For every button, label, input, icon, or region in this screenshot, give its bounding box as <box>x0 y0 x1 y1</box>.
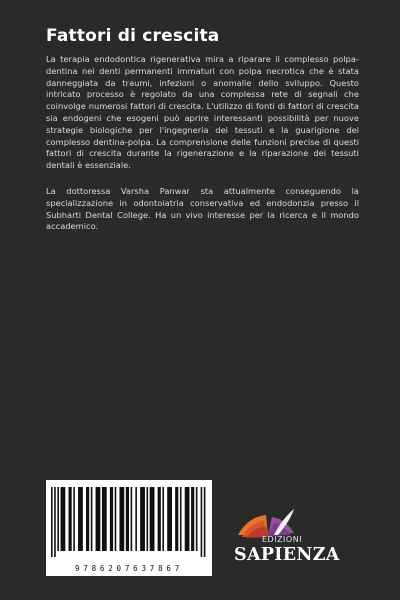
publisher-edizioni-label: EDIZIONI <box>262 535 303 544</box>
barcode-bar <box>91 487 93 551</box>
author-bio: La dottoressa Varsha Panwar sta attualmente conseguendo la specializzazione in odontoiatria conservativa ed endodonzia presso il Subharti Dental College. Ha un vivo interesse per la ricerca e il mondo accademico. <box>46 186 359 232</box>
barcode-bar <box>115 487 117 551</box>
barcode-bar <box>196 487 198 551</box>
barcode-bar <box>78 487 83 551</box>
barcode-bar <box>147 487 149 551</box>
book-description: La terapia endodontica rigenerativa mira a riparare il complesso polpa-dentina nei denti permanenti immaturi con polpa necrotica che è stata danneggiata da traumi, infezioni o anomalie dello sviluppo. Questo intricato processo è regolato da una complessa rete di segnali che coinvolge numerosi fattori di crescita. L'utilizzo di fonti di fattori di crescita sia endogeni che esogeni può aprire interessanti possibilità per nuove strategie biologiche per l'ingegneria dei tessuti e la guarigione del complesso dentina-polpa. La comprensione delle funzioni precise di questi fattori di crescita durante la rigenerazione e la riparazione dei tessuti dentali è essenziale. <box>46 54 359 171</box>
publisher-brand-name: SAPIENZA <box>234 545 340 565</box>
barcode-bar <box>102 487 107 551</box>
barcode-bar <box>131 487 133 551</box>
isbn-digits: 9786207637867 <box>74 564 184 573</box>
isbn-barcode <box>46 480 212 576</box>
barcode-bar <box>73 487 75 551</box>
barcode-bar <box>191 487 194 551</box>
barcode-bar <box>162 487 164 551</box>
barcode-bar <box>185 487 190 551</box>
barcode-bar <box>150 487 155 551</box>
barcode-bars <box>49 487 209 559</box>
barcode-bar <box>140 487 145 551</box>
barcode-bar <box>51 487 53 557</box>
barcode-bar <box>61 487 66 551</box>
barcode-bar <box>167 487 172 551</box>
barcode-bar <box>175 487 178 551</box>
barcode-bar <box>180 487 182 551</box>
barcode-bar <box>158 487 161 551</box>
barcode-bar <box>69 487 72 551</box>
barcode-bar <box>54 487 56 557</box>
barcode-bar <box>135 487 137 551</box>
book-title: Fattori di crescita <box>46 26 220 46</box>
barcode-bar <box>110 487 113 551</box>
barcode-bar <box>57 487 59 551</box>
barcode-bar <box>204 487 206 557</box>
barcode-bar <box>96 487 101 551</box>
barcode-bar <box>126 487 129 551</box>
barcode-bar <box>86 487 89 551</box>
barcode-bar <box>119 487 124 551</box>
barcode-bar <box>201 487 203 557</box>
